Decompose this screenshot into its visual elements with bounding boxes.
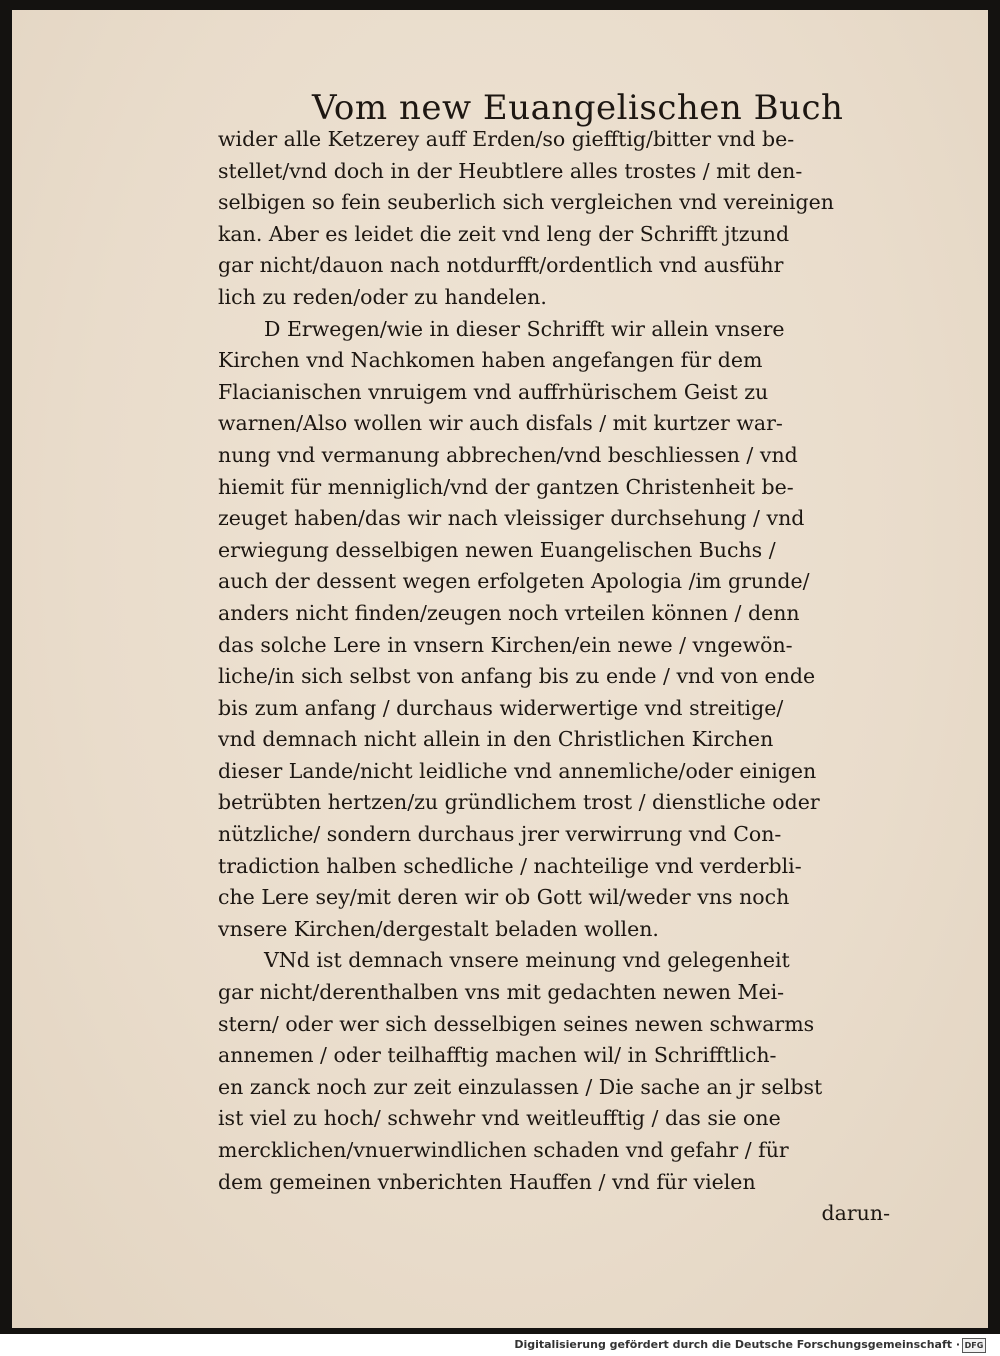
- page-body-text: [218, 124, 898, 1230]
- text-line-1: wider alle Ketzerey auff Erden/so giefftig/bitter vnd be-: [218, 127, 795, 151]
- text-line-21: dieser Lande/nicht leidliche vnd annemliche/oder einigen: [218, 758, 817, 783]
- text-line-31: en zanck noch zur zeit einzulassen / Die sache an jr selbst: [218, 1074, 823, 1099]
- text-line-15: auch der dessent wegen erfolgeten Apologia /im grunde/: [218, 569, 810, 594]
- text-line-24: tradiction halben schedliche / nachteilige vnd verderbli-: [218, 853, 802, 878]
- text-line-13: zeuget haben/das wir nach vleissiger durchsehung / vnd: [218, 506, 805, 531]
- text-line-32: ist viel zu hoch/ schwehr vnd weitleufftig / das sie one: [218, 1106, 781, 1131]
- text-line-3: selbigen so fein seuberlich sich vergleichen vnd vereinigen: [218, 190, 834, 215]
- text-line-29: stern/ oder wer sich desselbigen seines newen schwarms: [218, 1011, 815, 1036]
- paragraph-start-line: D Erwegen/wie in dieser Schrifft wir allein vnsere: [264, 316, 785, 341]
- text-line-23: nützliche/ sondern durchaus jrer verwirrung vnd Con-: [218, 822, 782, 847]
- text-line-8: Kirchen vnd Nachkomen haben angefangen für dem: [218, 348, 763, 373]
- running-header: Vom new Euangelischen Buch: [312, 88, 844, 128]
- text-line-4: kan. Aber es leidet die zeit vnd leng der Schrifft jtzund: [218, 221, 790, 246]
- text-line-16: anders nicht finden/zeugen noch vrteilen können / denn: [218, 600, 800, 625]
- footer-bar: [0, 1334, 1000, 1356]
- text-line-17: das solche Lere in vnsern Kirchen/ein newe / vngewön-: [218, 632, 793, 657]
- funding-credit: Digitalisierung gefördert durch die Deutsche Forschungsgemeinschaft ·: [514, 1338, 960, 1351]
- text-line-34: dem gemeinen vnberichten Hauffen / vnd für vielen: [218, 1169, 756, 1194]
- text-line-12: hiemit für menniglich/vnd der gantzen Christenheit be-: [218, 474, 794, 499]
- text-line-2: stellet/vnd doch in der Heubtlere alles trostes / mit den-: [218, 158, 803, 183]
- text-line-22: betrübten hertzen/zu gründlichem trost / dienstliche oder: [218, 790, 820, 815]
- text-line-28: gar nicht/derenthalben vns mit gedachten newen Mei-: [218, 980, 785, 1005]
- dfg-logo-icon: DFG: [962, 1338, 986, 1353]
- text-line-6: lich zu reden/oder zu handelen.: [218, 284, 547, 309]
- text-line-18: liche/in sich selbst von anfang bis zu ende / vnd von ende: [218, 664, 816, 689]
- text-line-5: gar nicht/dauon nach notdurfft/ordentlich vnd ausführ: [218, 253, 784, 278]
- text-line-25: che Lere sey/mit deren wir ob Gott wil/weder vns noch: [218, 885, 790, 910]
- text-line-26: vnsere Kirchen/dergestalt beladen wollen.: [218, 916, 659, 941]
- text-line-20: vnd demnach nicht allein in den Christlichen Kirchen: [218, 727, 774, 752]
- text-line-14: erwiegung desselbigen newen Euangelischen Buchs /: [218, 537, 776, 562]
- text-line-10: warnen/Also wollen wir auch disfals / mit kurtzer war-: [218, 411, 783, 436]
- text-line-19: bis zum anfang / durchaus widerwertige vnd streitige/: [218, 695, 784, 720]
- paragraph-start-line: VNd ist demnach vnsere meinung vnd gelegenheit: [264, 948, 790, 973]
- text-line-9: Flacianischen vnruigem vnd auffrhürischem Geist zu: [218, 379, 769, 404]
- catchword: darun-: [821, 1201, 890, 1226]
- text-line-33: mercklichen/vnuerwindlichen schaden vnd gefahr / für: [218, 1138, 789, 1162]
- text-line-30: annemen / oder teilhafftig machen wil/ in Schrifftlich-: [218, 1043, 777, 1068]
- text-line-11: nung vnd vermanung abbrechen/vnd beschliessen / vnd: [218, 442, 798, 467]
